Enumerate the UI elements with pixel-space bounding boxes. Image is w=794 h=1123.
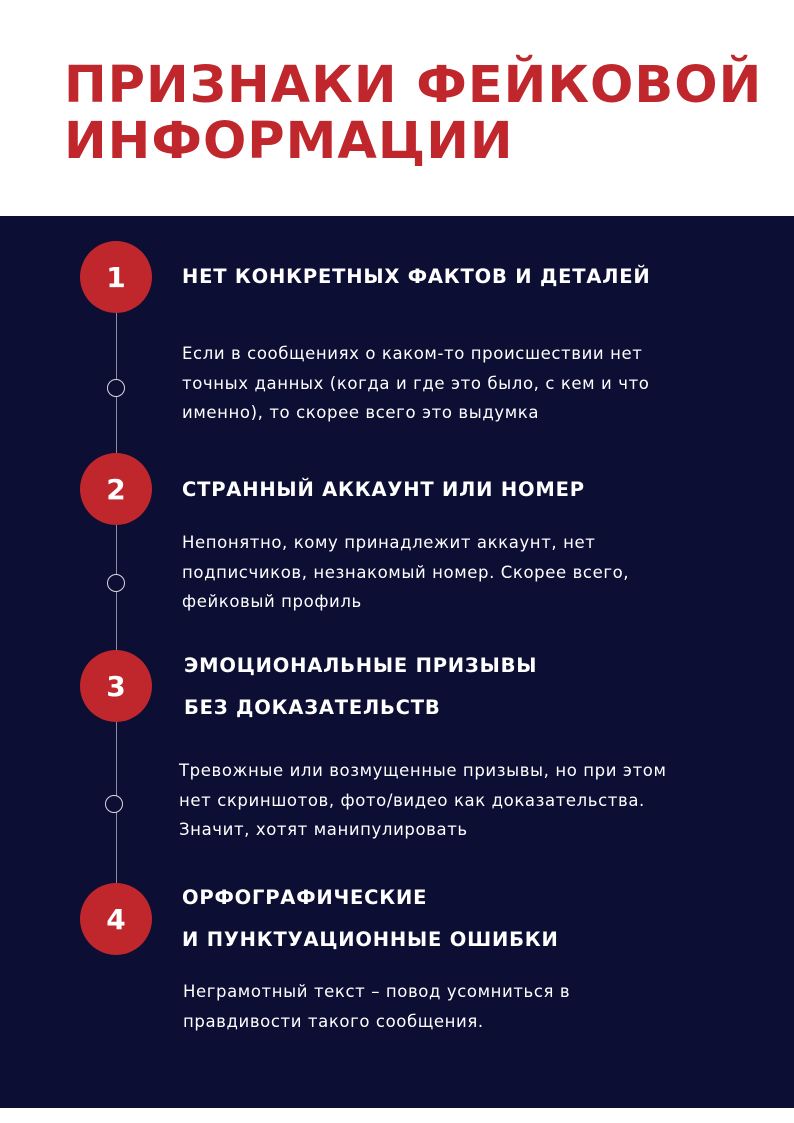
step-1-title: [182, 256, 651, 298]
page-title-line-1: ПРИЗНАКИ ФЕЙКОВОЙ: [64, 56, 763, 115]
step-2-title-line: СТРАННЫЙ АККАУНТ ИЛИ НОМЕР: [182, 478, 585, 501]
step-2-text-line: фейковый профиль: [182, 592, 362, 611]
step-3-text-line: Тревожные или возмущенные призывы, но при этом: [179, 761, 667, 780]
step-1-number: 1: [106, 260, 126, 294]
step-2-text-line: подписчиков, незнакомый номер. Скорее всего,: [182, 562, 630, 582]
step-2-text: [182, 528, 629, 617]
step-3-text: [179, 756, 667, 845]
step-1-text-line: именно), то скорее всего это выдумка: [182, 403, 540, 422]
step-3-text-line: нет скриншотов, фото/видео как доказательства.: [179, 790, 645, 810]
step-3-title-line: ЭМОЦИОНАЛЬНЫЕ ПРИЗЫВЫ: [184, 654, 538, 677]
step-4-title: [182, 877, 559, 961]
header: [0, 0, 794, 216]
step-1-text-line: Если в сообщениях о каком-то происшествии нет: [182, 344, 643, 363]
page-title: [64, 58, 762, 170]
step-4-number-badge: [80, 883, 152, 955]
step-1-title-line: НЕТ КОНКРЕТНЫХ ФАКТОВ И ДЕТАЛЕЙ: [182, 265, 651, 288]
step-2-number-badge: [80, 453, 152, 525]
step-2-title: [182, 469, 585, 511]
bottom-strip: [0, 1108, 794, 1123]
timeline-dot-2: [107, 574, 125, 592]
step-3-title: [184, 645, 537, 729]
timeline-line: [116, 280, 117, 920]
step-3-number: 3: [106, 669, 126, 703]
timeline-dot-1: [107, 379, 125, 397]
step-2-number: 2: [106, 472, 126, 506]
step-1-text-line: точных данных (когда и где это было, с кем и что: [182, 373, 650, 393]
step-1-text: [182, 339, 649, 428]
step-3-text-line: Значит, хотят манипулировать: [179, 820, 468, 839]
timeline-dot-3: [105, 795, 123, 813]
step-4-title-line: И ПУНКТУАЦИОННЫЕ ОШИБКИ: [182, 928, 559, 951]
step-4-text-line: правдивости такого сообщения.: [183, 1011, 484, 1031]
step-1-number-badge: [80, 241, 152, 313]
page-title-line-2: ИНФОРМАЦИИ: [64, 112, 514, 171]
step-4-text-line: Неграмотный текст – повод усомниться в: [183, 982, 571, 1001]
step-4-number: 4: [106, 902, 126, 936]
step-3-title-line: БЕЗ ДОКАЗАТЕЛЬСТВ: [184, 696, 441, 719]
step-3-number-badge: [80, 650, 152, 722]
step-4-title-line: ОРФОГРАФИЧЕСКИЕ: [182, 886, 428, 909]
step-4-text: [183, 977, 570, 1036]
step-2-text-line: Непонятно, кому принадлежит аккаунт, нет: [182, 533, 596, 552]
